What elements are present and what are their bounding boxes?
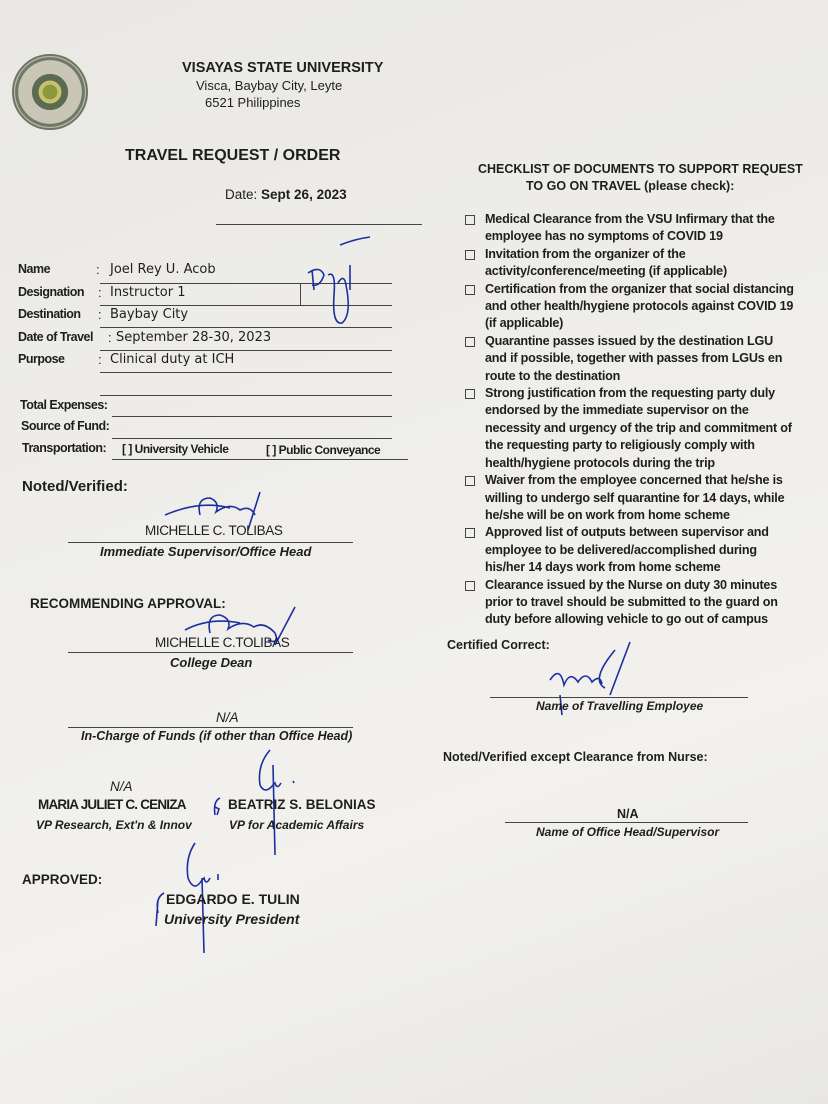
box-divider xyxy=(300,283,301,305)
destination-label: Destination xyxy=(18,307,81,321)
field-line xyxy=(100,372,392,373)
funds-title: In-Charge of Funds (if other than Office Head) xyxy=(81,729,353,743)
signature-line xyxy=(68,727,353,728)
president-title: University President xyxy=(164,911,300,927)
checkbox[interactable] xyxy=(465,476,475,486)
approved-label: APPROVED: xyxy=(22,872,103,887)
checklist-item-text: Clearance issued by the Nurse on duty 30 minutes prior to travel should be submitted to the guard on duty before allowing vehicle to go out of campus xyxy=(485,577,778,627)
dean-name: MICHELLE C.TOLIBAS xyxy=(155,635,290,650)
university-seal xyxy=(12,54,88,130)
field-line xyxy=(112,416,392,417)
checkbox[interactable] xyxy=(465,250,475,260)
address-line2: 6521 Philippines xyxy=(205,95,301,110)
vp-academic-name: BEATRIZ S. BELONIAS xyxy=(228,797,376,812)
dean-title: College Dean xyxy=(170,655,253,670)
colon: : xyxy=(98,307,102,322)
vp-research-name: MARIA JULIET C. CENIZA xyxy=(38,797,186,812)
checkbox[interactable] xyxy=(465,337,475,347)
checklist-item[interactable] xyxy=(465,211,795,246)
date-value: Sept 26, 2023 xyxy=(261,187,347,202)
checklist-item-text: Waiver from the employee concerned that he/she is willing to undergo self quarantine for 14 days, while he/she will be on work from home scheme xyxy=(485,473,785,522)
university-vehicle-checkbox[interactable]: [ ] University Vehicle xyxy=(122,442,229,456)
colon: : xyxy=(96,262,100,277)
date-label: Date: xyxy=(225,187,258,202)
field-line xyxy=(100,395,392,396)
checklist xyxy=(465,211,795,629)
checklist-title-line2: TO GO ON TRAVEL (please check): xyxy=(526,179,735,193)
checklist-item[interactable] xyxy=(465,333,795,385)
vp-research-na: N/A xyxy=(110,779,133,794)
applicant-initials-signature xyxy=(300,235,380,330)
supervisor-title: Immediate Supervisor/Office Head xyxy=(100,544,312,559)
form-title: TRAVEL REQUEST / ORDER xyxy=(125,147,341,164)
signature-line xyxy=(505,822,748,823)
funds-name: N/A xyxy=(216,710,239,725)
checklist-item-text: Strong justification from the requesting party duly endorsed by the immediate supervisor on the necessity and urgency of the trip and commitment of the requesting party to religiously comply with health/hygiene protocols during the trip xyxy=(485,386,792,470)
colon: : xyxy=(98,352,102,367)
date-field xyxy=(225,187,347,202)
checklist-item[interactable] xyxy=(465,246,795,281)
signature-line xyxy=(68,542,353,543)
checkbox[interactable] xyxy=(465,528,475,538)
date-of-travel-value: September 28-30, 2023 xyxy=(116,330,272,345)
transportation-label: Transportation: xyxy=(22,441,107,455)
supervisor-signature xyxy=(160,490,280,550)
certified-correct-label: Certified Correct: xyxy=(447,638,550,652)
checklist-item-text: Quarantine passes issued by the destination LGU and if possible, together with passes from LGUs en route to the destination xyxy=(485,333,783,383)
checkbox[interactable] xyxy=(465,581,475,591)
checklist-item[interactable] xyxy=(465,385,795,472)
signature-line xyxy=(68,652,353,653)
address-line1: Visca, Baybay City, Leyte xyxy=(196,78,343,93)
checklist-item-text: Approved list of outputs between supervisor and employee to be delivered/accomplished during his/her 14 days work from home scheme xyxy=(485,525,769,575)
destination-value: Baybay City xyxy=(110,307,189,322)
name-label: Name xyxy=(18,262,51,276)
employee-caption: Name of Travelling Employee xyxy=(536,699,704,713)
date-of-travel-label: Date of Travel xyxy=(18,330,93,344)
checklist-item[interactable] xyxy=(465,472,795,524)
field-line xyxy=(112,438,392,439)
designation-label: Designation xyxy=(18,285,85,299)
total-expenses-label: Total Expenses: xyxy=(20,398,108,412)
president-name: EDGARDO E. TULIN xyxy=(166,891,300,907)
recommending-approval-label: RECOMMENDING APPROVAL: xyxy=(30,596,226,611)
office-head-caption: Name of Office Head/Supervisor xyxy=(536,825,720,839)
checklist-item-text: Medical Clearance from the VSU Infirmary that the employee has no symptoms of COVID 19 xyxy=(485,212,775,244)
checklist-item[interactable] xyxy=(465,524,795,576)
signature-line xyxy=(490,697,748,698)
office-head-name: N/A xyxy=(617,807,639,821)
designation-value: Instructor 1 xyxy=(110,285,186,300)
university-name: VISAYAS STATE UNIVERSITY xyxy=(182,60,384,76)
checkbox[interactable] xyxy=(465,285,475,295)
source-of-fund-label: Source of Fund: xyxy=(21,419,110,433)
supervisor-name: MICHELLE C. TOLIBAS xyxy=(145,523,283,538)
checklist-item-text: Certification from the organizer that social distancing and other health/hygiene protocols against COVID 19 (if applicable) xyxy=(485,281,794,331)
checkbox[interactable] xyxy=(465,215,475,225)
public-conveyance-checkbox[interactable]: [ ] Public Conveyance xyxy=(266,443,381,457)
checklist-item-text: Invitation from the organizer of the activity/conference/meeting (if applicable) xyxy=(485,246,727,279)
field-line xyxy=(100,350,392,351)
colon: : xyxy=(108,330,112,345)
checklist-item[interactable] xyxy=(465,281,795,333)
vp-academic-title: VP for Academic Affairs xyxy=(229,818,365,832)
purpose-label: Purpose xyxy=(18,352,65,366)
checkbox[interactable] xyxy=(465,389,475,399)
purpose-value: Clinical duty at ICH xyxy=(110,352,235,367)
noted-except-nurse-label: Noted/Verified except Clearance from Nurse: xyxy=(443,750,708,764)
checklist-item[interactable] xyxy=(465,577,795,629)
date-line xyxy=(216,224,422,225)
colon: : xyxy=(98,285,102,300)
vp-research-title: VP Research, Ext'n & Innov xyxy=(36,818,192,832)
noted-verified-label: Noted/Verified: xyxy=(22,478,128,495)
field-line xyxy=(112,459,408,460)
checklist-title-line1: CHECKLIST OF DOCUMENTS TO SUPPORT REQUEST xyxy=(478,162,803,176)
name-value: Joel Rey U. Acob xyxy=(110,262,216,277)
